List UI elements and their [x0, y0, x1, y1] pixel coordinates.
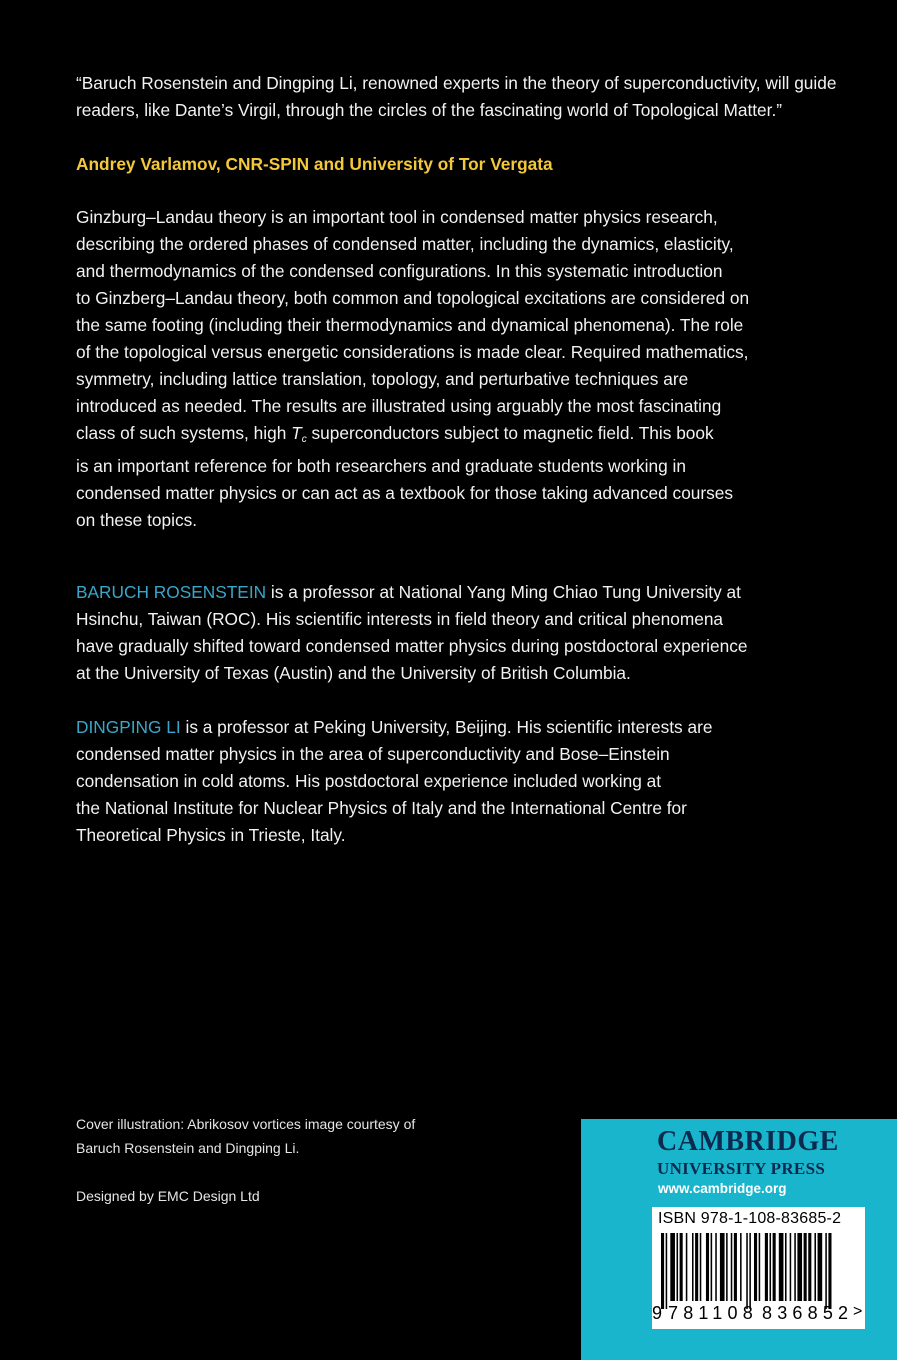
barcode-bar	[749, 1233, 751, 1309]
bio-line: the National Institute for Nuclear Physics of Italy and the International Centre for	[76, 798, 687, 818]
barcode-panel	[652, 1207, 865, 1329]
barcode-bar	[814, 1233, 816, 1301]
barcode-bar	[726, 1233, 728, 1301]
book-description	[76, 204, 856, 534]
ean-first-digit: 9	[652, 1303, 663, 1323]
barcode-bar	[692, 1233, 694, 1301]
barcode-bar	[808, 1233, 811, 1301]
barcode-bar	[746, 1233, 748, 1309]
isbn-number: ISBN 978-1-108-83685-2	[658, 1210, 842, 1227]
credit-line: Cover illustration: Abrikosov vortices image courtesy of	[76, 1116, 416, 1132]
barcode-bar	[794, 1233, 796, 1301]
publisher-box	[581, 1119, 897, 1360]
barcode-bar	[711, 1233, 713, 1301]
bio-line: condensed matter physics in the area of superconductivity and Bose–Einstein	[76, 744, 670, 764]
description-line: and thermodynamics of the condensed configurations. In this systematic introduction	[76, 261, 723, 281]
description-line: introduced as needed. The results are illustrated using arguably the most fascinating	[76, 396, 722, 416]
description-line: of the topological versus energetic considerations is made clear. Required mathematics,	[76, 342, 749, 362]
author-name: BARUCH ROSENSTEIN	[76, 582, 267, 602]
barcode-bar	[765, 1233, 768, 1301]
bio-line	[76, 579, 856, 606]
description-line: symmetry, including lattice translation, topology, and perturbative techniques are	[76, 369, 689, 389]
barcode-bar	[759, 1233, 761, 1301]
barcode-bar	[680, 1233, 683, 1301]
barcode-bar	[818, 1233, 823, 1301]
barcode-bar	[828, 1233, 831, 1309]
barcode-bar	[686, 1233, 688, 1301]
barcode-bar	[677, 1233, 679, 1301]
barcode-bar	[797, 1233, 802, 1301]
ean-group-left: 781108	[668, 1303, 758, 1323]
bio-line	[76, 714, 856, 741]
description-text: class of such systems, high	[76, 423, 292, 443]
barcode-bar	[706, 1233, 709, 1301]
barcode-bar	[695, 1233, 698, 1301]
description-line	[76, 420, 856, 453]
ean-arrow: >	[853, 1303, 863, 1320]
barcode-bar	[661, 1233, 664, 1309]
barcode-bar	[715, 1233, 717, 1301]
bio-line: condensation in cold atoms. His postdoctoral experience included working at	[76, 771, 662, 791]
description-line: is an important reference for both researchers and graduate students working in	[76, 456, 686, 476]
ean-group-right: 836852	[762, 1303, 854, 1323]
bio-line: Theoretical Physics in Trieste, Italy.	[76, 825, 346, 845]
barcode-bar	[770, 1233, 772, 1301]
endorsement-attribution: Andrey Varlamov, CNR-SPIN and University of Tor Vergata	[76, 154, 553, 174]
publisher-logo-name: CAMBRIDGE	[657, 1126, 839, 1157]
description-line: describing the ordered phases of condensed matter, including the dynamics, elasticity,	[76, 234, 734, 254]
barcode-bar	[804, 1233, 807, 1301]
barcode-bar	[720, 1233, 725, 1301]
barcode-bar	[734, 1233, 737, 1301]
barcode-bar	[825, 1233, 827, 1309]
bio-line: Hsinchu, Taiwan (ROC). His scientific interests in field theory and critical phenomena	[76, 609, 724, 629]
publisher-url: www.cambridge.org	[658, 1181, 787, 1196]
description-line: to Ginzberg–Landau theory, both common and topological excitations are considered on	[76, 288, 750, 308]
description-line: on these topics.	[76, 510, 198, 530]
barcode-bar	[740, 1233, 742, 1301]
tc-subscript: c	[301, 434, 307, 445]
description-line: condensed matter physics or can act as a textbook for those taking advanced courses	[76, 483, 734, 503]
barcode-bar	[773, 1233, 776, 1301]
barcode-bar	[731, 1233, 733, 1301]
barcode-bar	[666, 1233, 668, 1309]
credit-line: Designed by EMC Design Ltd	[76, 1188, 260, 1204]
bio-text: is a professor at Peking University, Beijing. His scientific interests are	[180, 717, 713, 737]
bio-line: have gradually shifted toward condensed matter physics during postdoctoral experience	[76, 636, 748, 656]
publisher-logo-subname: UNIVERSITY PRESS	[657, 1159, 826, 1178]
cover-illustration-credit	[76, 1112, 506, 1160]
tc-symbol: T	[291, 423, 302, 443]
design-credit	[76, 1184, 506, 1208]
barcode-bar	[785, 1233, 787, 1301]
barcode-bar	[790, 1233, 792, 1301]
endorsement-quote: “Baruch Rosenstein and Dingping Li, renowned experts in the theory of superconductivity, will guide readers, like Dante’s Virgil, through the circles of the fascinating world of Topological Matter.”	[76, 73, 837, 120]
author-bio-rosenstein	[76, 579, 856, 687]
description-line: Ginzburg–Landau theory is an important tool in condensed matter physics research,	[76, 207, 718, 227]
description-line: the same footing (including their thermodynamics and dynamical phenomena). The role	[76, 315, 744, 335]
credit-line: Baruch Rosenstein and Dingping Li.	[76, 1140, 300, 1156]
barcode-bar	[754, 1233, 757, 1301]
author-name: DINGPING LI	[76, 717, 181, 737]
bio-text: is a professor at National Yang Ming Chiao Tung University at	[266, 582, 741, 602]
barcode-bar	[779, 1233, 784, 1301]
description-text: superconductors subject to magnetic field. This book	[306, 423, 714, 443]
barcode-bar	[670, 1233, 675, 1301]
author-bio-li	[76, 714, 856, 849]
barcode-bar	[700, 1233, 702, 1301]
barcode-icon	[661, 1233, 851, 1309]
bio-line: at the University of Texas (Austin) and the University of British Columbia.	[76, 663, 631, 683]
